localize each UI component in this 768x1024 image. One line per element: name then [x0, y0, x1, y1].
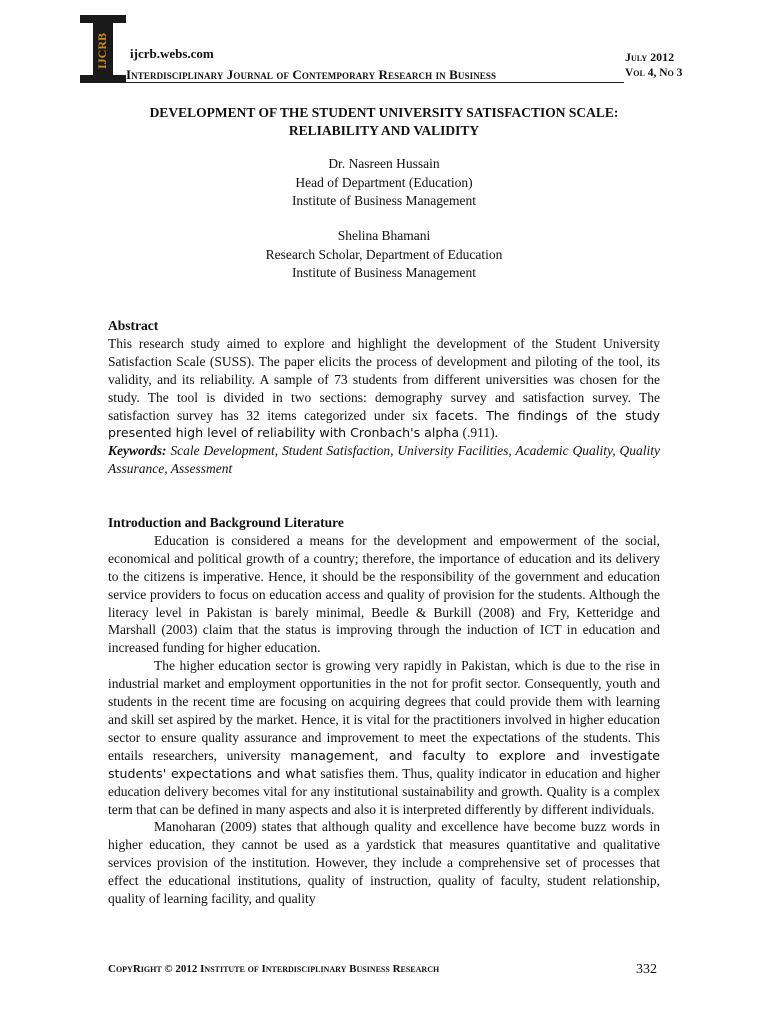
abstract-heading: Abstract: [108, 318, 159, 333]
paragraph-2-sans: management, and faculty to explore and investigate students' expectations and what: [108, 747, 661, 781]
author-position: Research Scholar, Department of Education: [265, 246, 503, 262]
issue-date: July 2012: [625, 50, 675, 64]
paper-title: [108, 104, 660, 140]
issue-volume: Vol 4, No 3: [625, 67, 683, 79]
author-affiliation: Institute of Business Management: [291, 193, 477, 208]
keywords-list: Scale Development, Student Satisfaction, University Facilities, Academic Quality, Quality Assurance, Assessment: [108, 443, 660, 477]
abstract-section: [108, 317, 660, 478]
introduction-section: [108, 514, 660, 908]
author-affiliation: Institute of Business Management: [291, 265, 477, 280]
header-rule: [126, 82, 624, 83]
copyright-footer: CopyRight © 2012 Institute of Interdisciplinary Business Research: [108, 963, 440, 975]
author-name: Shelina Bhamani: [337, 228, 431, 243]
author-block-1: [108, 155, 660, 211]
journal-logo: [78, 15, 128, 83]
paragraph-1: Education is considered a means for the development and empowerment of the social, economical and political growth of a country; therefore, the importance of education and its delivery to the citizens is imperative. Hence, it should be the responsibility of the government and education service providers to focus on education access and quality of provision for the students. Although the literacy level in Pakistan is barely minimal, Beedle & Burkill (2008) and Fry, Ketteridge and Marshall (2003) claim that the status is improving through the induction of ICT in education and increased funding for higher education.: [108, 532, 660, 656]
journal-name: Interdisciplinary Journal of Contemporary Research in Business: [126, 67, 497, 82]
paragraph-2-part-a: The higher education sector is growing very rapidly in Pakistan, which is due to the rise in industrial market and employment opportunities in the not for profit sector. Consequently, youth and students in the recent time are focusing on acquiring degrees that could provide them with learning and skill set aspired by the market. Hence, it is vital for the practitioners involved in higher education sector to ensure quality assurance and improvement to meet the expectations of the students. This entails researchers, university: [108, 658, 660, 763]
abstract-text-main: This research study aimed to explore and highlight the development of the Student University Satisfaction Scale (SUSS). The paper elicits the process of development and piloting of the tool, its validity, and its reliability. A sample of 73 students from different universities was chosen for the study. The tool is divided in two sections: demography survey and satisfaction survey. The satisfaction survey has 32 items categorized under six: [108, 335, 660, 423]
abstract-text: [108, 335, 660, 442]
logo-text: IJCRB: [95, 32, 109, 70]
keywords-label: Keywords:: [108, 443, 167, 459]
paragraph-3: Manoharan (2009) states that although quality and excellence have become buzz words in higher education, they cannot be used as a yardstick that measures quantitative and qualitative services provision of the institution. However, they include a comprehensive set of processes that effect the educational institutions, quality of instruction, quality of faculty, student relationship, quality of learning facility, and quality: [108, 819, 660, 907]
paper-title-line-1: DEVELOPMENT OF THE STUDENT UNIVERSITY SATISFACTION SCALE:: [149, 105, 619, 120]
page-number: 332: [636, 962, 657, 977]
abstract-text-end: (.911).: [462, 425, 498, 441]
author-position: Head of Department (Education): [295, 174, 473, 190]
keywords: [108, 442, 660, 478]
author-name: Dr. Nasreen Hussain: [328, 156, 440, 171]
paragraph-2: [108, 657, 660, 818]
introduction-heading: Introduction and Background Literature: [108, 515, 344, 530]
paragraph-2-part-b: satisfies them. Thus, quality indicator in education and higher education delivery becomes vital for any institutional sustainability and growth. Quality is a complex term that can be defined in many aspects and also it is interpreted differently by different individuals.: [108, 765, 660, 817]
paper-title-line-2: RELIABILITY AND VALIDITY: [288, 123, 480, 138]
author-block-2: [108, 227, 660, 283]
abstract-text-findings: facets. The findings of the study presented high level of reliability with Cronbach's alpha: [108, 407, 660, 441]
journal-website: ijcrb.webs.com: [130, 46, 214, 61]
